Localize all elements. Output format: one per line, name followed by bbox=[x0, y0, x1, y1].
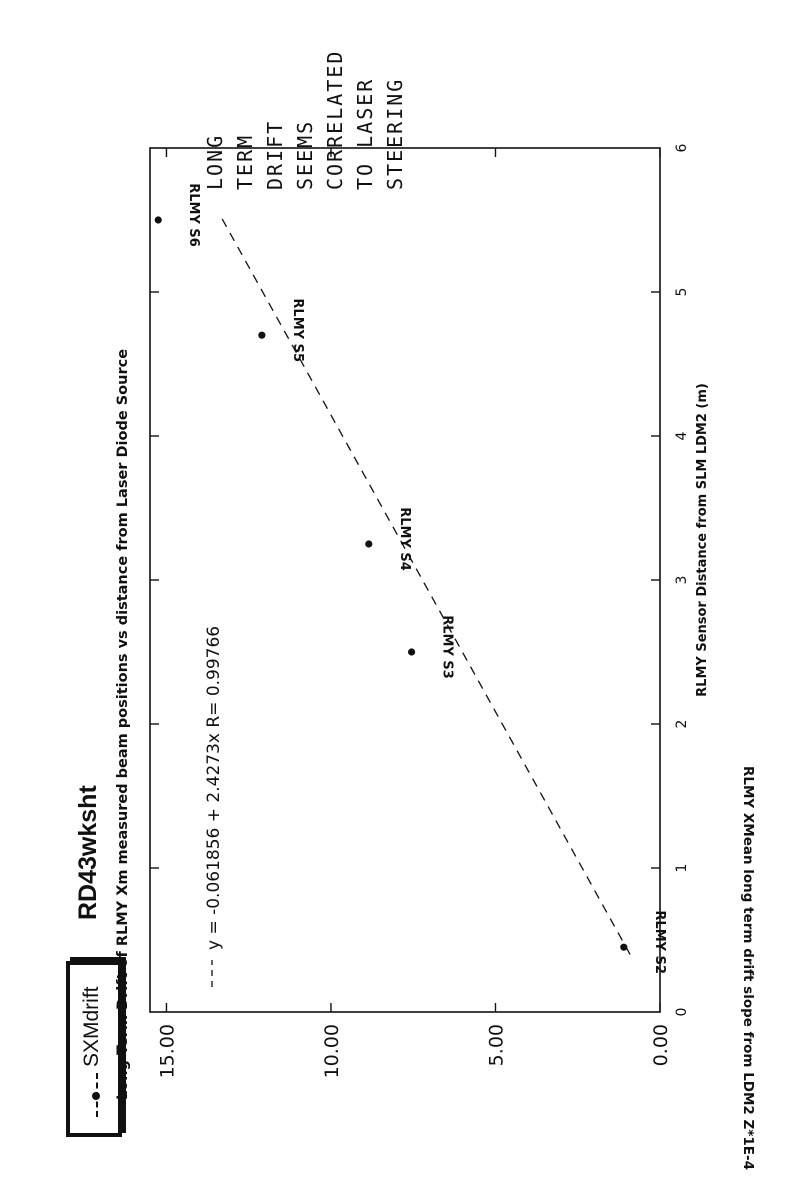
x-tick-label: 3 bbox=[674, 575, 690, 585]
sheet-name: RD43wksht bbox=[74, 785, 102, 920]
data-point-label: RLMY S2 bbox=[651, 910, 667, 974]
x-tick-label: 0 bbox=[674, 1007, 690, 1017]
data-point bbox=[155, 216, 162, 223]
note-line: TERM bbox=[233, 133, 257, 190]
y-axis-title: RLMY XMean long term drift slope from LDM2 Z*1E-4 bbox=[740, 765, 756, 1170]
data-point bbox=[408, 648, 415, 655]
data-point-label: RLMY S6 bbox=[186, 183, 202, 247]
data-point bbox=[258, 332, 265, 339]
fit-line bbox=[219, 213, 630, 955]
x-tick-label: 2 bbox=[674, 719, 690, 729]
fit-equation: y = -0.061856 + 2.4273x R= 0.99766 bbox=[204, 625, 224, 950]
x-axis-title: RLMY Sensor Distance from SLM LDM2 (m) bbox=[695, 383, 710, 697]
x-tick-label: 6 bbox=[674, 143, 690, 153]
data-point bbox=[620, 944, 627, 951]
y-tick-label: 10.00 bbox=[320, 1024, 343, 1079]
note-line: DRIFT bbox=[263, 119, 287, 190]
data-point-label: RLMY S3 bbox=[439, 615, 455, 679]
data-point-label: RLMY S5 bbox=[289, 298, 305, 362]
chart-title: Long Term Drift of RLMY Xm measured beam positions vs distance from Laser Diode Source bbox=[115, 348, 131, 1100]
note-line: LONG bbox=[203, 133, 227, 190]
x-tick-label: 5 bbox=[674, 287, 690, 297]
plot-frame bbox=[150, 148, 660, 1012]
x-tick-label: 4 bbox=[674, 431, 690, 441]
x-tick-label: 1 bbox=[674, 863, 690, 873]
legend-label: SXMdrift bbox=[80, 986, 103, 1067]
data-point bbox=[365, 540, 372, 547]
note-line: CORRELATED bbox=[323, 49, 347, 190]
y-tick-label: 15.00 bbox=[156, 1024, 179, 1079]
note-line: STEERING bbox=[383, 77, 407, 190]
note-line: SEEMS bbox=[293, 119, 317, 190]
y-tick-label: 5.00 bbox=[485, 1024, 508, 1067]
data-point-label: RLMY S4 bbox=[396, 507, 412, 571]
handwritten-note bbox=[200, 10, 410, 190]
note-line: TO LASER bbox=[353, 77, 377, 190]
y-tick-label: 0.00 bbox=[650, 1024, 672, 1067]
